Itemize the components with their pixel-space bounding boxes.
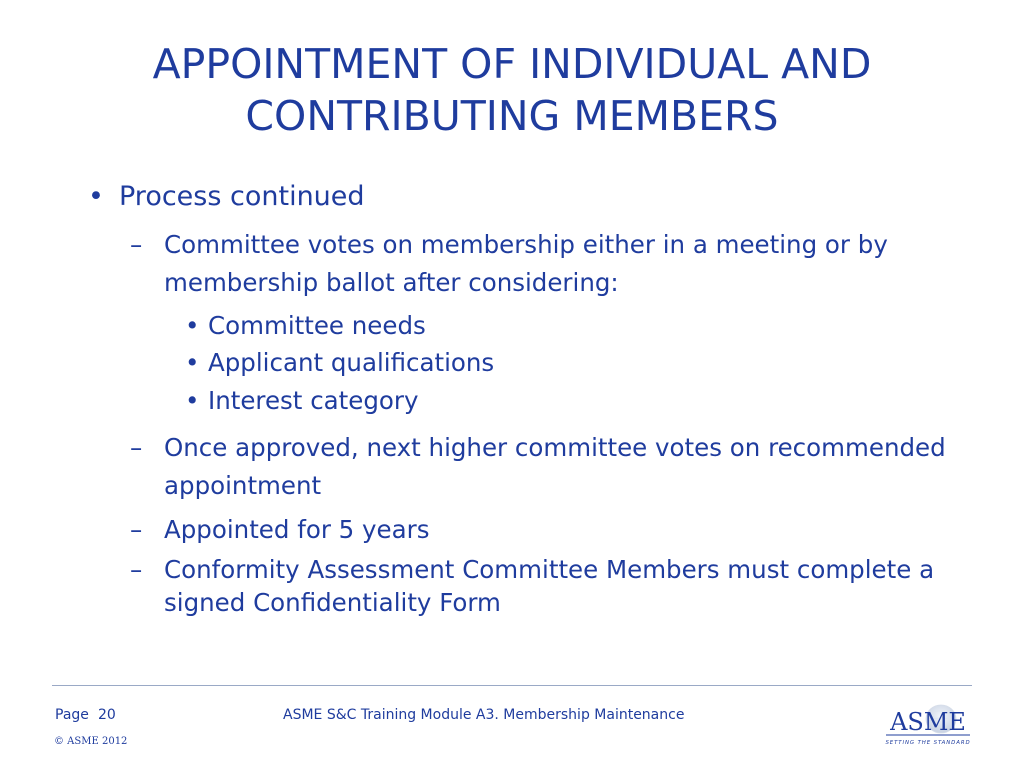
title-line-1: APPOINTMENT OF INDIVIDUAL AND	[152, 40, 872, 88]
logo-wordmark: ASME	[890, 708, 966, 736]
bullet-icon: •	[185, 311, 200, 340]
footer-divider	[52, 685, 972, 686]
sub-bullet-text: Conformity Assessment Committee Members must complete a signed Confidentiality Form	[164, 555, 935, 617]
footer-module-text: ASME S&C Training Module A3. Membership Maintenance	[283, 707, 685, 723]
dash-icon: –	[130, 555, 143, 584]
bullet-icon: •	[88, 181, 104, 212]
dash-icon: –	[130, 230, 143, 259]
sub-bullet-text: Once approved, next higher committee votes on recommended appointment	[164, 433, 946, 500]
asme-logo-icon	[878, 697, 978, 753]
sub-sub-bullet-text: Applicant qualifications	[208, 348, 495, 377]
slide-title	[40, 38, 984, 142]
sub-sub-bullet-text: Interest category	[208, 386, 419, 415]
sub-bullet-text: Appointed for 5 years	[164, 515, 430, 544]
dash-icon: –	[130, 433, 143, 462]
sub-bullet-text: Committee votes on membership either in a meeting or by membership ballot after considering:	[164, 230, 888, 297]
title-line-2: CONTRIBUTING MEMBERS	[245, 92, 779, 140]
bullet-icon: •	[185, 386, 200, 415]
sub-sub-bullet-text: Committee needs	[208, 311, 426, 340]
page-label: Page	[55, 707, 89, 723]
logo-tagline: SETTING THE STANDARD	[885, 740, 971, 746]
page-number: 20	[98, 707, 116, 723]
bullet-text: Process continued	[119, 181, 365, 212]
bullet-icon: •	[185, 348, 200, 377]
dash-icon: –	[130, 515, 143, 544]
copyright: © ASME 2012	[54, 736, 128, 747]
